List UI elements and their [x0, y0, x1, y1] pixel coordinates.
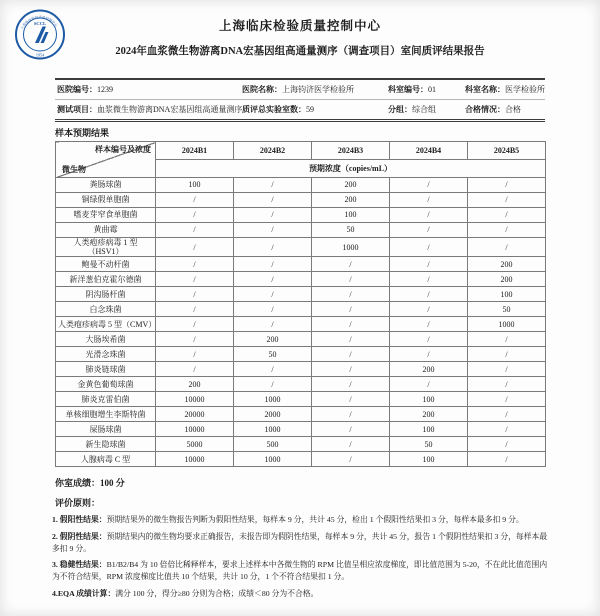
department-name-label: 科室名称： — [465, 85, 505, 94]
table-row — [56, 452, 546, 467]
expected-concentration-cell: 200 — [234, 332, 312, 347]
expected-concentration-cell: / — [156, 208, 234, 223]
expected-concentration-cell: / — [234, 272, 312, 287]
expected-concentration-cell: 1000 — [234, 422, 312, 437]
table-row — [56, 362, 546, 377]
expected-concentration-cell: / — [390, 287, 468, 302]
pass-status-label: 合格情况： — [465, 105, 505, 114]
hospital-id-label: 医院编号： — [57, 85, 97, 94]
organism-name: 鲍曼不动杆菌 — [56, 257, 156, 272]
expected-concentration-cell: 50 — [234, 347, 312, 362]
page-title: 上海临床检验质量控制中心 — [218, 19, 381, 33]
expected-concentration-cell: 1000 — [312, 238, 390, 257]
expected-concentration-cell: 100 — [390, 422, 468, 437]
expected-concentration-cell: / — [312, 347, 390, 362]
lab-score-value: 100 分 — [100, 478, 125, 489]
organism-name: 阴沟肠杆菌 — [56, 287, 156, 302]
expected-concentration-cell: 50 — [312, 223, 390, 238]
expected-concentration-cell: / — [234, 178, 312, 193]
info-row-2 — [55, 100, 545, 119]
table-row — [56, 223, 546, 238]
expected-concentration-cell: / — [312, 287, 390, 302]
expected-concentration-cell: / — [234, 287, 312, 302]
principle-text: 预期结果内的微生物均要求正确报告，未报告即为假阴性结果，每样本 9 分，共计 45 分，报告 1 个假阴性结果扣 3 分，每样本最多扣 9 分。 — [52, 532, 548, 553]
organism-name: 肺炎链球菌 — [56, 362, 156, 377]
expected-concentration-cell: / — [156, 272, 234, 287]
expected-concentration-cell: / — [156, 347, 234, 362]
expected-concentration-cell: / — [156, 223, 234, 238]
organism-name: 铜绿假单胞菌 — [56, 193, 156, 208]
expected-concentration-cell: 100 — [468, 287, 546, 302]
expected-concentration-cell: / — [390, 257, 468, 272]
expected-concentration-header: 预期浓度（copies/mL） — [156, 160, 546, 178]
organism-name: 新生隐球菌 — [56, 437, 156, 452]
expected-concentration-cell: / — [390, 193, 468, 208]
table-row — [56, 377, 546, 392]
expected-concentration-cell: / — [234, 223, 312, 238]
expected-concentration-cell: 100 — [390, 452, 468, 467]
group-field — [386, 100, 463, 119]
expected-concentration-cell: / — [468, 422, 546, 437]
expected-concentration-cell: / — [390, 272, 468, 287]
expected-concentration-cell: 10000 — [156, 392, 234, 407]
table-header-row-samples — [56, 142, 546, 160]
table-row — [56, 407, 546, 422]
organism-name: 嗜麦芽窄食单胞菌 — [56, 208, 156, 223]
expected-concentration-cell: 1000 — [234, 452, 312, 467]
expected-concentration-cell: / — [468, 452, 546, 467]
expected-concentration-cell: 500 — [234, 437, 312, 452]
sample-column-header: 2024B4 — [390, 142, 468, 160]
corner-label-organism: 微生物 — [62, 164, 86, 174]
table-row — [56, 332, 546, 347]
pass-status-field — [463, 100, 545, 119]
organism-name: 单核细胞增生李斯特菌 — [56, 407, 156, 422]
expected-concentration-cell: / — [312, 377, 390, 392]
expected-concentration-cell: / — [468, 437, 546, 452]
lab-count-label: 质评总实验室数： — [242, 105, 306, 114]
organism-name: 光滑念珠菌 — [56, 347, 156, 362]
expected-concentration-cell: / — [312, 272, 390, 287]
organism-name: 大肠埃希菌 — [56, 332, 156, 347]
expected-concentration-cell: 200 — [468, 257, 546, 272]
expected-concentration-cell: / — [468, 193, 546, 208]
expected-concentration-cell: / — [468, 178, 546, 193]
organism-name: 肺炎克雷伯菌 — [56, 392, 156, 407]
lab-score-label: 你室成绩： — [55, 478, 101, 489]
logo-ring-text: 上海临床检验质量控制中心 — [19, 15, 59, 31]
expected-concentration-cell: 200 — [390, 362, 468, 377]
department-name-value: 医学检验所 — [505, 85, 545, 94]
expected-concentration-cell: 100 — [156, 178, 234, 193]
principle-item-eqa-score — [52, 588, 548, 600]
table-row — [56, 422, 546, 437]
organism-name: 白念珠菌 — [56, 302, 156, 317]
principle-text: 满分 100 分，得分≥80 分则为合格；成绩＜80 分为不合格。 — [115, 588, 319, 598]
group-value: 综合组 — [412, 105, 436, 114]
expected-concentration-cell: / — [234, 208, 312, 223]
organism-name: 人类疱疹病毒 1 型（HSV1） — [56, 238, 156, 257]
expected-concentration-cell: 200 — [468, 272, 546, 287]
expected-concentration-cell: / — [468, 208, 546, 223]
table-row — [56, 437, 546, 452]
expected-concentration-cell: / — [468, 392, 546, 407]
expected-results-table — [55, 141, 546, 467]
section-title-expected-results: 样本预期结果 — [55, 128, 110, 138]
principle-item-robustness — [52, 559, 548, 582]
table-row — [56, 392, 546, 407]
expected-concentration-cell: / — [390, 302, 468, 317]
sample-column-header: 2024B2 — [234, 142, 312, 160]
organism-name: 屎肠球菌 — [56, 422, 156, 437]
expected-concentration-cell: / — [390, 178, 468, 193]
logo-abbr-text: SCCL — [33, 21, 47, 26]
expected-concentration-cell: 100 — [312, 208, 390, 223]
expected-concentration-cell: / — [468, 377, 546, 392]
table-row — [56, 257, 546, 272]
expected-concentration-cell: / — [390, 317, 468, 332]
expected-concentration-cell: 1000 — [234, 392, 312, 407]
hospital-id-field — [55, 80, 240, 99]
report-info-table — [55, 78, 545, 122]
expected-concentration-cell: / — [156, 317, 234, 332]
expected-concentration-cell: / — [234, 238, 312, 257]
table-row — [56, 193, 546, 208]
expected-concentration-cell: / — [312, 362, 390, 377]
expected-concentration-cell: / — [468, 238, 546, 257]
expected-concentration-cell: / — [312, 422, 390, 437]
expected-concentration-cell: 1000 — [468, 317, 546, 332]
expected-concentration-cell: 200 — [312, 193, 390, 208]
expected-concentration-cell: 20000 — [156, 407, 234, 422]
group-label: 分组： — [388, 105, 412, 114]
department-id-label: 科室编号： — [388, 85, 428, 94]
test-item-value: 血浆微生物游离DNA宏基因组高通量测序 — [97, 105, 243, 114]
table-row — [56, 208, 546, 223]
organism-name: 黄曲霉 — [56, 223, 156, 238]
expected-concentration-cell: / — [468, 407, 546, 422]
expected-concentration-cell: / — [468, 332, 546, 347]
expected-concentration-cell: / — [156, 238, 234, 257]
expected-concentration-cell: / — [312, 452, 390, 467]
expected-concentration-cell: / — [468, 223, 546, 238]
expected-concentration-cell: / — [312, 257, 390, 272]
table-row — [56, 178, 546, 193]
expected-concentration-cell: 50 — [390, 437, 468, 452]
department-id-field — [386, 80, 463, 99]
expected-concentration-cell: 5000 — [156, 437, 234, 452]
table-row — [56, 287, 546, 302]
principle-text: B1/B2/B4 为 10 倍倍比稀释样本，要求上述样本中各微生物的 RPM 比值呈相应浓度梯度，即比值范围为 5-20，不在此比值范围内为不符合结果，RPM 浓度梯度比值共 10 个结果，共计 10 分，1 个不符合结果扣 1 分。 — [52, 560, 548, 582]
organism-name: 新洋葱伯克霍尔德菌 — [56, 272, 156, 287]
page-subtitle: 2024年血浆微生物游离DNA宏基因组高通量测序（调查项目）室间质评结果报告 — [115, 46, 485, 57]
principle-lead: 1. 假阳性结果： — [52, 515, 107, 525]
expected-concentration-cell: 50 — [468, 302, 546, 317]
expected-concentration-cell: / — [156, 193, 234, 208]
test-item-field — [55, 100, 243, 119]
table-row — [56, 317, 546, 332]
expected-concentration-cell: / — [234, 317, 312, 332]
principle-text: 预期结果外的微生物报告判断为假阳性结果，每样本 9 分，共计 45 分，检出 1 个假阳性结果扣 3 分，每样本最多扣 9 分。 — [106, 515, 524, 525]
organism-name: 人腺病毒 C 型 — [56, 452, 156, 467]
expected-concentration-cell: / — [156, 332, 234, 347]
expected-concentration-cell: 100 — [390, 392, 468, 407]
hospital-name-value: 上海钧济医学检验所 — [282, 85, 354, 94]
expected-concentration-cell: 200 — [312, 178, 390, 193]
expected-concentration-cell: 2000 — [234, 407, 312, 422]
department-id-value: 01 — [428, 85, 436, 94]
expected-concentration-cell: / — [312, 437, 390, 452]
expected-concentration-cell: / — [312, 392, 390, 407]
lab-count-value: 59 — [306, 105, 314, 114]
sample-column-header: 2024B5 — [468, 142, 546, 160]
table-row — [56, 302, 546, 317]
expected-concentration-cell: 200 — [156, 377, 234, 392]
lab-count-field — [240, 100, 386, 119]
department-name-field — [463, 80, 547, 99]
organism-name: 粪肠球菌 — [56, 178, 156, 193]
expected-concentration-cell: / — [156, 287, 234, 302]
expected-concentration-cell: / — [312, 317, 390, 332]
expected-concentration-cell: 10000 — [156, 422, 234, 437]
expected-concentration-cell: / — [312, 407, 390, 422]
expected-concentration-cell: / — [312, 302, 390, 317]
table-row — [56, 347, 546, 362]
expected-concentration-cell: 10000 — [156, 452, 234, 467]
table-header — [56, 142, 546, 178]
hospital-name-field — [240, 80, 386, 99]
principle-lead: 4.EQA 成绩计算： — [52, 588, 116, 598]
principles-title: 评价原则： — [55, 498, 101, 509]
expected-concentration-cell: 200 — [390, 407, 468, 422]
table-row — [56, 238, 546, 257]
expected-concentration-cell: / — [312, 332, 390, 347]
corner-label-sample: 样本编号及浓度 — [95, 145, 151, 154]
hospital-id-value: 1239 — [97, 85, 113, 94]
pass-status-value: 合格 — [505, 105, 521, 114]
expected-concentration-cell: / — [234, 193, 312, 208]
principle-lead: 2. 假阴性结果： — [52, 532, 107, 542]
lab-score-line — [55, 476, 545, 489]
logo-year-text: 1954 — [35, 52, 45, 58]
sccl-logo — [14, 7, 66, 62]
expected-concentration-cell: / — [156, 362, 234, 377]
principle-lead: 3. 稳健性结果： — [52, 560, 107, 570]
table-body — [56, 178, 546, 467]
expected-concentration-cell: / — [468, 362, 546, 377]
sample-column-header: 2024B1 — [156, 142, 234, 160]
expected-concentration-cell: / — [468, 347, 546, 362]
principle-item-false-negative — [52, 531, 548, 554]
expected-concentration-cell: / — [390, 238, 468, 257]
expected-concentration-cell: / — [234, 362, 312, 377]
expected-concentration-cell: / — [390, 208, 468, 223]
expected-concentration-cell: / — [234, 377, 312, 392]
expected-concentration-cell: / — [390, 223, 468, 238]
expected-concentration-cell: / — [390, 377, 468, 392]
expected-concentration-cell: / — [234, 302, 312, 317]
test-item-label: 测试项目： — [57, 105, 97, 114]
expected-concentration-cell: / — [156, 302, 234, 317]
table-row — [56, 272, 546, 287]
expected-concentration-cell: / — [390, 332, 468, 347]
sample-column-header: 2024B3 — [312, 142, 390, 160]
expected-concentration-cell: / — [234, 257, 312, 272]
diagonal-corner-cell — [56, 142, 156, 178]
expected-concentration-cell: / — [156, 257, 234, 272]
organism-name: 人类疱疹病毒 5 型（CMV） — [56, 317, 156, 332]
report-header — [0, 0, 600, 58]
info-row-1 — [55, 80, 545, 100]
organism-name: 金黄色葡萄球菌 — [56, 377, 156, 392]
principle-item-false-positive — [52, 514, 548, 526]
hospital-name-label: 医院名称： — [242, 85, 282, 94]
expected-concentration-cell: / — [390, 347, 468, 362]
